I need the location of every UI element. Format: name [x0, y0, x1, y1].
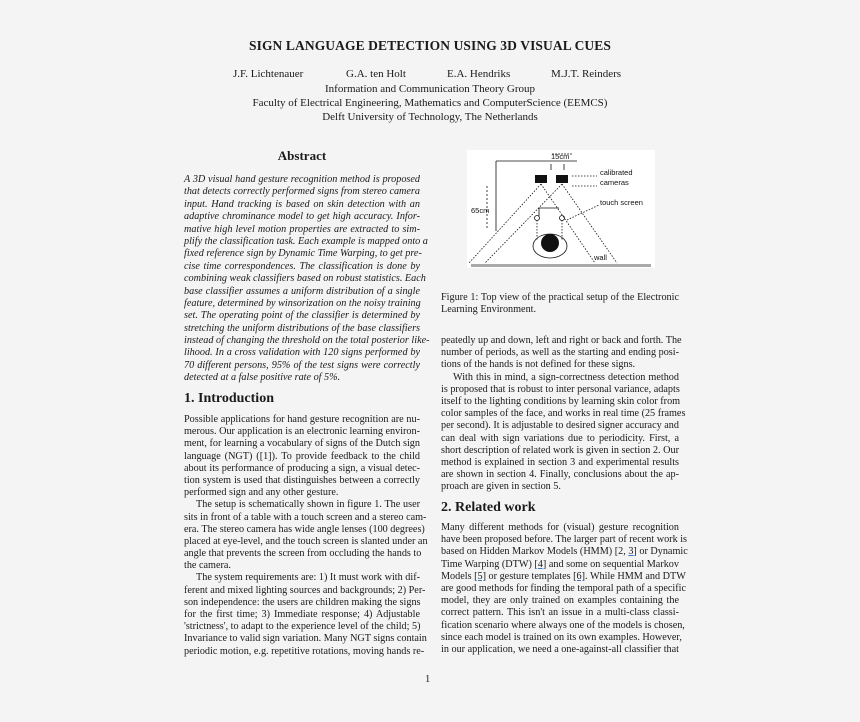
related-work-heading: 2. Related work — [441, 500, 536, 515]
text-line: 'strictness', to adapt to the experience level of the child; 5) — [184, 621, 421, 633]
text-line: Possible applications for hand gesture recognition are nu- — [184, 414, 420, 425]
text-line: placed at eye-level, and the touch screen is slanted under an — [184, 535, 428, 547]
related-work-body — [441, 522, 688, 656]
text-line: tion system is used that distinguishes between a correctly — [184, 474, 420, 486]
wall-label: wall — [594, 253, 607, 262]
text-line: color samples of the face, and works in real time (25 frames — [441, 408, 686, 420]
text-line: son independence: the users are children making the signs — [184, 596, 421, 608]
text-line: 70 different persons, 95% of the test signs were correctly — [184, 359, 420, 371]
text-line: The system requirements are: 1) It must work with dif- — [196, 572, 420, 584]
text-line: base classifier assumes a uniform distribution of a single — [184, 285, 420, 297]
text-line: era. The stereo camera has wide angle lenses (100 degrees) — [184, 523, 425, 535]
text-line: combining weak classifiers based on robust statistics. Each — [184, 273, 426, 285]
text-line: short description of related work is given in section 2. Our — [441, 444, 679, 456]
user-head-icon — [541, 234, 559, 252]
author: G.A. ten Holt — [346, 68, 406, 80]
text-line: fication scenario where always one of the models is chosen, — [441, 619, 685, 631]
text-line: per second). It is adjustable to desired signer accuracy and — [441, 420, 679, 432]
caption-line: Learning Environment. — [441, 304, 537, 316]
author: E.A. Hendriks — [447, 68, 511, 80]
text-line: ment, for learning a vocabulary of signs of the Dutch sign — [184, 438, 420, 450]
introduction-body — [184, 414, 428, 658]
introduction-heading: 1. Introduction — [184, 391, 274, 406]
page-number: 1 — [425, 674, 431, 685]
wall-line — [471, 264, 651, 267]
text-line: detected at a false positive rate of 5%. — [184, 372, 341, 384]
text-line: merous. Our application is an electronic learning environ- — [184, 426, 420, 438]
text-line: sits in front of a table with a touch screen and a stereo cam- — [184, 511, 427, 523]
text-line: fixed reference sign by Dynamic Time Warping, to get pre- — [184, 248, 422, 260]
text-line: can deal with sign variations due to periodicity. First, a — [441, 432, 679, 444]
figure-caption — [441, 292, 679, 316]
affiliation-line: Faculty of Electrical Engineering, Mathematics and ComputerScience (EEMCS) — [252, 97, 608, 109]
paper-title: SIGN LANGUAGE DETECTION USING 3D VISUAL CUES — [249, 38, 611, 53]
camera-left-icon — [535, 175, 547, 183]
text-line: Invariance to valid sign variation. Many NGT signs contain — [184, 633, 427, 645]
affiliation-line: Information and Communication Theory Group — [325, 83, 535, 95]
camera-right-icon — [556, 175, 568, 183]
text-line: The setup is schematically shown in figure 1. The user — [196, 499, 420, 511]
text-line: that detects correctly performed signs from stereo camera — [184, 186, 420, 198]
text-line: A 3D visual hand gesture recognition method is proposed — [184, 174, 420, 185]
text-line: about its performance of producing a sign, a visual detec- — [184, 462, 420, 474]
text-line: in our application, we need a one-against-all classifier that — [441, 643, 679, 655]
text-line: set. The operating point of the classifier is determined by — [184, 310, 420, 322]
text-line: the camera. — [184, 560, 231, 572]
screen-label: touch screen — [600, 198, 643, 207]
text-line: Time Warping (DTW) [4] and some on sequential Markov — [441, 558, 679, 570]
text-line: are shown in section 4. Finally, conclusions about the ap- — [441, 469, 679, 481]
text-line: adaptive chrominance model to get high accuracy. Infor- — [184, 211, 420, 223]
text-line: mative high level motion properties are extracted to sim- — [184, 223, 420, 235]
text-line: angle that prevents the screen from occluding the hands to — [184, 548, 422, 560]
text-line: peatedly up and down, left and right or back and forth. The — [441, 335, 682, 346]
text-line: based on Hidden Markov Models (HMM) [2, 3] or Dynamic — [441, 546, 688, 558]
text-line: input. Hand tracking is based on skin detection with an — [184, 198, 420, 210]
text-line: method is explained in section 3 and experimental results — [441, 456, 679, 468]
text-line: proach are given in section 5. — [441, 481, 561, 493]
setup-diagram — [467, 150, 655, 268]
text-line: stretching the uniform distributions of the base classifiers — [184, 322, 420, 334]
text-line: Many different methods for (visual) gesture recognition — [441, 522, 679, 533]
text-line: Models [5] or gesture templates [6]. While HMM and DTW — [441, 570, 686, 582]
height-label: 65cm — [471, 206, 490, 215]
text-line: have been proposed before. The larger part of recent work is — [441, 534, 688, 546]
introduction-continued — [441, 335, 686, 493]
text-line: feature, determined by winsorization on the noisy training — [184, 297, 421, 309]
text-line: lihood. In a cross validation with 120 signs performed by — [184, 347, 420, 359]
text-line: tions of the hands is not defined for these signs. — [441, 359, 636, 371]
camera-label: cameras — [600, 178, 629, 187]
text-line: periodic motion, e.g. repetitive rotations, moving hands re- — [184, 645, 425, 657]
abstract-heading: Abstract — [277, 148, 327, 163]
abstract-body — [184, 174, 430, 385]
text-line: ferent and mixed lighting sources and backgrounds; 2) Per- — [184, 584, 426, 596]
author: M.J.T. Reinders — [551, 68, 622, 80]
text-line: performed sign and any other gesture. — [184, 487, 339, 499]
affiliation-line: Delft University of Technology, The Netherlands — [322, 111, 538, 123]
text-line: is proposed that is robust to inter personal variance, adapts — [441, 383, 680, 395]
figure-setup-diagram — [467, 150, 655, 268]
text-line: With this in mind, a sign-correctness detection method — [453, 371, 679, 383]
camera-label: calibrated — [600, 168, 633, 177]
text-line: for the first time; 3) Immediate response; 4) Adjustable — [184, 609, 420, 620]
width-label: 15cm — [551, 152, 570, 161]
text-line: itself to the lighting conditions by learning skin color from — [441, 395, 681, 407]
text-line: since each model is trained on its own examples. However, — [441, 631, 682, 643]
text-line: are good methods for finding the temporal path of a specific — [441, 582, 686, 594]
text-line: model, they are only trained on examples containing the — [441, 595, 679, 607]
author: J.F. Lichtenauer — [233, 68, 304, 80]
text-line: correct pattern. This isn't an issue in a multi-class classi- — [441, 607, 679, 619]
text-line: cise time correspondences. The classification is done by — [184, 260, 420, 272]
text-line: language (NGT) ([1]). To provide feedback to the child — [184, 450, 420, 462]
caption-line: Figure 1: Top view of the practical setup of the Electronic — [441, 292, 679, 303]
text-line: instead of changing the threshold on the total posterior like- — [184, 335, 430, 347]
text-line: number of periods, as well as the starting and ending posi- — [441, 347, 679, 359]
text-line: plify the classification task. Each example is mapped onto a — [184, 235, 428, 247]
